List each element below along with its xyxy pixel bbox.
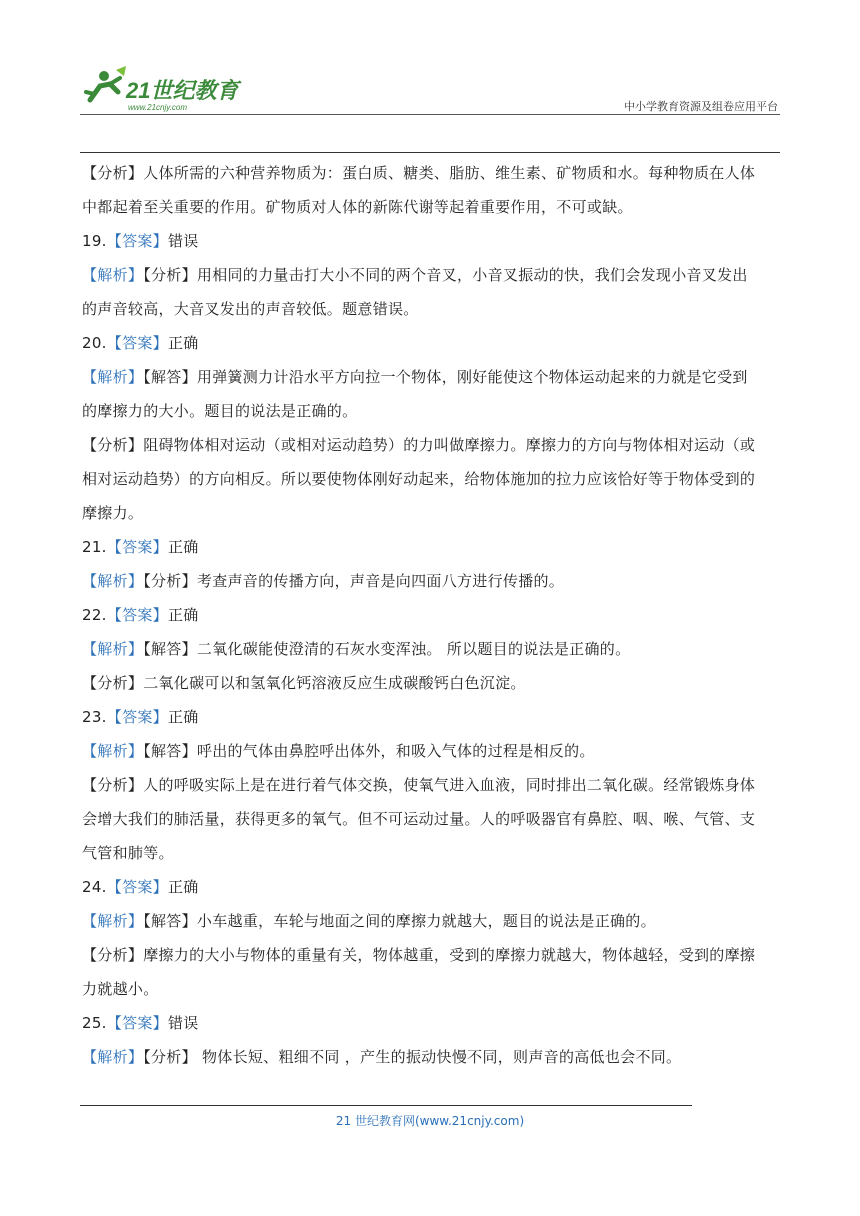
text-segment: 会增大我们的肺活量，获得更多的氧气。但不可运动过量。人的呼吸器官有鼻腔、咽、喉、气管、支 xyxy=(82,810,756,828)
text-line xyxy=(82,938,782,972)
text-segment: 21. xyxy=(82,538,107,556)
text-line xyxy=(82,564,782,598)
logo xyxy=(80,62,270,114)
text-line xyxy=(82,598,782,632)
text-line xyxy=(82,972,782,1006)
label-tag: 【答案】 xyxy=(106,708,168,726)
text-segment: 【分析】人体所需的六种营养物质为：蛋白质、糖类、脂肪、维生素、矿物质和水。每种物质在人体 xyxy=(82,164,756,182)
text-line xyxy=(82,836,782,870)
text-segment: 力就越小。 xyxy=(82,980,159,998)
text-line xyxy=(82,326,782,360)
text-segment: 【解答】呼出的气体由鼻腔呼出体外，和吸入气体的过程是相反的。 xyxy=(143,742,595,760)
text-segment: 19. xyxy=(82,232,107,250)
logo-text: 21世纪教育 xyxy=(126,78,239,103)
text-segment: 【解答】小车越重，车轮与地面之间的摩擦力就越大，题目的说法是正确的。 xyxy=(143,912,656,930)
text-segment: 摩擦力。 xyxy=(82,504,144,522)
text-segment: 的声音较高，大音叉发出的声音较低。题意错误。 xyxy=(82,300,419,318)
label-tag: 【解析】 xyxy=(82,742,144,760)
answer-content xyxy=(82,156,782,1074)
text-segment: 【分析】二氧化碳可以和氢氧化钙溶液反应生成碳酸钙白色沉淀。 xyxy=(82,674,526,692)
text-segment: 【分析】摩擦力的大小与物体的重量有关，物体越重，受到的摩擦力就越大，物体越轻，受到的摩擦 xyxy=(82,946,756,964)
text-line xyxy=(82,258,782,292)
text-line xyxy=(82,156,782,190)
text-line xyxy=(82,360,782,394)
text-segment: 的摩擦力的大小。题目的说法是正确的。 xyxy=(82,402,358,420)
text-segment: 气管和肺等。 xyxy=(82,844,174,862)
text-line xyxy=(82,428,782,462)
label-tag: 【答案】 xyxy=(106,878,168,896)
text-segment: 中都起着至关重要的作用。矿物质对人体的新陈代谢等起着重要作用，不可或缺。 xyxy=(82,198,633,216)
text-line xyxy=(82,870,782,904)
text-line xyxy=(82,224,782,258)
text-segment: 【解答】二氧化碳能使澄清的石灰水变浑浊。 所以题目的说法是正确的。 xyxy=(143,640,631,658)
text-segment: 正确 xyxy=(167,538,199,556)
text-line xyxy=(82,632,782,666)
text-segment: 正确 xyxy=(167,708,199,726)
text-segment: 正确 xyxy=(167,606,199,624)
text-line xyxy=(82,292,782,326)
text-segment: 错误 xyxy=(167,232,199,250)
text-segment: 20. xyxy=(82,334,107,352)
page-header xyxy=(80,62,780,118)
text-segment: 【解答】用弹簧测力计沿水平方向拉一个物体，刚好能使这个物体运动起来的力就是它受到 xyxy=(143,368,748,386)
text-line xyxy=(82,700,782,734)
text-segment: 【分析】考查声音的传播方向，声音是向四面八方进行传播的。 xyxy=(143,572,565,590)
label-tag: 【解析】 xyxy=(82,1048,144,1066)
text-segment: 23. xyxy=(82,708,107,726)
text-line xyxy=(82,190,782,224)
text-line xyxy=(82,496,782,530)
label-tag: 【答案】 xyxy=(106,606,168,624)
text-segment: 【分析】 物体长短、粗细不同 ，产生的振动快慢不同，则声音的高低也会不同。 xyxy=(143,1048,682,1066)
label-tag: 【解析】 xyxy=(82,912,144,930)
text-line xyxy=(82,1040,782,1074)
text-line xyxy=(82,462,782,496)
footer-divider xyxy=(80,1105,692,1106)
text-segment: 正确 xyxy=(167,878,199,896)
runner-icon xyxy=(86,66,126,100)
footer-text: 21 世纪教育网(www.21cnjy.com) xyxy=(335,1114,525,1128)
text-segment: 【分析】用相同的力量击打大小不同的两个音叉，小音叉振动的快，我们会发现小音叉发出 xyxy=(143,266,748,284)
label-tag: 【答案】 xyxy=(106,538,168,556)
text-line xyxy=(82,530,782,564)
logo-url: www.21cnjy.com xyxy=(128,103,187,112)
label-tag: 【解析】 xyxy=(82,640,144,658)
text-line xyxy=(82,1006,782,1040)
text-line xyxy=(82,802,782,836)
text-segment: 25. xyxy=(82,1014,107,1032)
label-tag: 【答案】 xyxy=(106,1014,168,1032)
text-segment: 24. xyxy=(82,878,107,896)
platform-text: 中小学教育资源及组卷应用平台 xyxy=(624,100,778,113)
content-top-divider xyxy=(80,152,780,153)
text-line xyxy=(82,394,782,428)
label-tag: 【答案】 xyxy=(106,334,168,352)
text-segment: 【分析】人的呼吸实际上是在进行着气体交换，使氧气进入血液，同时排出二氧化碳。经常锻炼身体 xyxy=(82,776,756,794)
label-tag: 【解析】 xyxy=(82,266,144,284)
label-tag: 【解析】 xyxy=(82,572,144,590)
text-line xyxy=(82,768,782,802)
text-segment: 相对运动趋势）的方向相反。所以要使物体刚好动起来，给物体施加的拉力应该恰好等于物体受到的 xyxy=(82,470,756,488)
header-divider xyxy=(80,114,780,115)
text-line xyxy=(82,734,782,768)
text-segment: 正确 xyxy=(167,334,199,352)
text-line xyxy=(82,904,782,938)
text-segment: 22. xyxy=(82,606,107,624)
text-segment: 错误 xyxy=(167,1014,199,1032)
label-tag: 【解析】 xyxy=(82,368,144,386)
text-segment: 【分析】阻碍物体相对运动（或相对运动趋势）的力叫做摩擦力。摩擦力的方向与物体相对运动（或 xyxy=(82,436,756,454)
label-tag: 【答案】 xyxy=(106,232,168,250)
text-line xyxy=(82,666,782,700)
